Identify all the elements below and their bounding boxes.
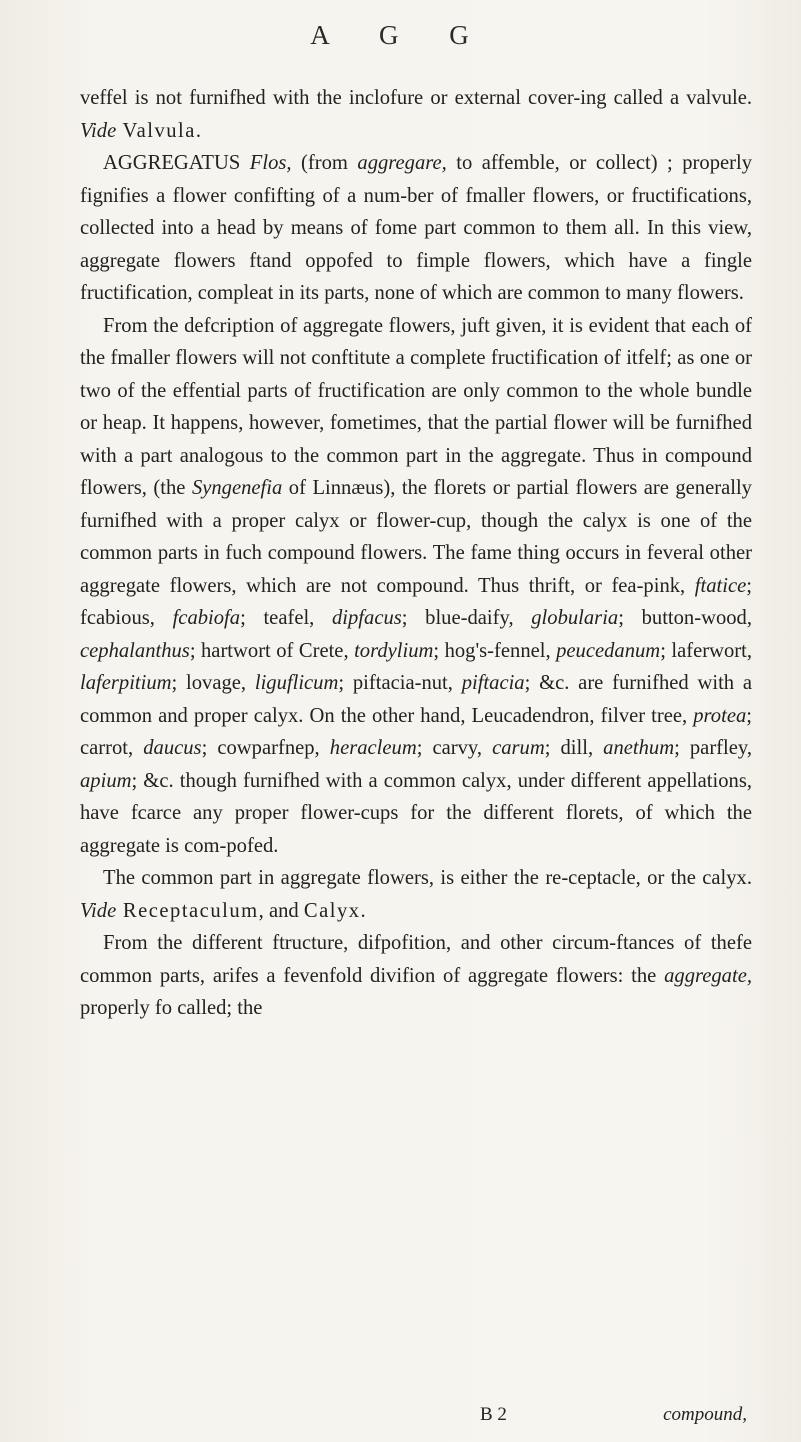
italic-run: Flos, xyxy=(249,152,292,174)
page-footer xyxy=(0,1404,801,1438)
signature-mark: B 2 xyxy=(480,1404,507,1425)
italic-run: globularia xyxy=(531,607,619,629)
text-run: ; button-wood, xyxy=(618,607,752,629)
text-run: ; &c. though furnifhed with a common calyx, under different appellations, have fcarce any proper flower-cups for the different florets, of which the aggregate is com-pofed. xyxy=(80,769,752,857)
text-run: ; fcabious, xyxy=(80,574,752,629)
body-text xyxy=(80,82,752,1025)
text-run: From the different ftructure, difpofition, and other circum-ftances of thefe common parts, arifes a fevenfold divifion of aggregate flowers: the xyxy=(80,932,752,987)
text-run: , and xyxy=(258,899,304,922)
text-run: veffel is not furnifhed with the inclofure or external cover-ing called a valvule. xyxy=(80,87,752,109)
text-run: AGGREGATUS xyxy=(103,152,250,174)
italic-run: laferpitium xyxy=(80,672,172,694)
italic-run: Syngenefia xyxy=(191,477,283,499)
small-caps-run: Calyx. xyxy=(303,899,368,922)
paragraph-4 xyxy=(80,927,752,1025)
text-run: ; blue-daify, xyxy=(401,607,532,629)
text-run: ; carvy, xyxy=(416,737,493,759)
text-run: ; hog's-fennel, xyxy=(433,639,557,662)
text-run: ; laferwort, xyxy=(660,639,752,662)
text-run: of Linnæus), the florets or partial flowers are generally furnifhed with a proper calyx or flower-cup, though the calyx is one of the common parts in fuch compound flowers. The fame thing occurs in feveral other aggregate flowers, which are not compound. Thus thrift, or fea-pink, xyxy=(80,477,752,597)
paragraph-0 xyxy=(80,82,752,147)
text-run: ; parfley, xyxy=(674,737,752,759)
italic-run: piftacia xyxy=(461,672,525,694)
text-run: ; cowparfnep, xyxy=(201,737,330,759)
italic-run: dipfacus xyxy=(331,607,402,629)
text-run: ; dill, xyxy=(544,737,604,759)
text-run: The common part in aggregate flowers, is either the re-ceptacle, or the calyx. xyxy=(103,867,752,889)
italic-run: aggregare, xyxy=(357,152,447,174)
text-run: properly fo called; the xyxy=(80,997,263,1019)
text-run: to affemble, or collect) ; properly fignifies a flower confifting of a num-ber of fmaller flowers, or fructifications, collected into a head by means of fome part common to them all. In this view, aggregate flowers ftand oppofed to fimple flowers, which have a fingle fructification, compleat in its parts, none of which are common to many flowers. xyxy=(80,152,753,304)
catchword: compound, xyxy=(663,1404,747,1425)
italic-run: heracleum xyxy=(329,737,417,759)
small-caps-run: Receptaculum xyxy=(116,899,259,922)
paragraph-1 xyxy=(80,147,752,310)
running-head: A G G xyxy=(310,20,491,50)
paragraph-3 xyxy=(80,862,752,927)
italic-run: protea xyxy=(693,704,747,727)
text-run: ; teafel, xyxy=(240,607,332,629)
text-run: ; hartwort of Crete, xyxy=(189,639,355,662)
text-run: ; &c. are furnifhed with a common and proper calyx. On the other hand, Leucadendron, filver tree, xyxy=(80,672,752,727)
italic-run: ftatice xyxy=(694,574,747,597)
italic-run: cephalanthus xyxy=(80,639,190,662)
italic-run: tordylium xyxy=(354,639,434,662)
italic-run: Vide xyxy=(80,119,117,142)
italic-run: Vide xyxy=(80,899,117,922)
paragraph-2 xyxy=(80,310,752,863)
italic-run: peucedanum xyxy=(556,639,661,662)
italic-run: daucus xyxy=(143,737,202,759)
text-run: ; carrot, xyxy=(80,704,752,759)
small-caps-run: Valvula. xyxy=(116,119,203,142)
text-run: ; lovage, xyxy=(171,672,255,694)
italic-run: aggregate, xyxy=(664,964,752,987)
italic-run: carum xyxy=(492,737,545,759)
text-run: From the defcription of aggregate flowers, juft given, it is evident that each of the fmaller flowers will not conftitute a complete fructification of itfelf; as one or two of the effential parts of fructification are only common to the whole bundle or heap. It happens, however, fometimes, that the partial flower will be furnifhed with a part analogous to the common part in the aggregate. Thus in compound flowers, (the xyxy=(80,314,752,499)
italic-run: fcabiofa xyxy=(172,607,241,629)
text-run: (from xyxy=(291,152,358,174)
italic-run: anethum xyxy=(603,737,675,759)
italic-run: apium xyxy=(80,769,132,792)
italic-run: liguflicum xyxy=(254,672,339,694)
text-run: ; piftacia-nut, xyxy=(338,672,462,694)
